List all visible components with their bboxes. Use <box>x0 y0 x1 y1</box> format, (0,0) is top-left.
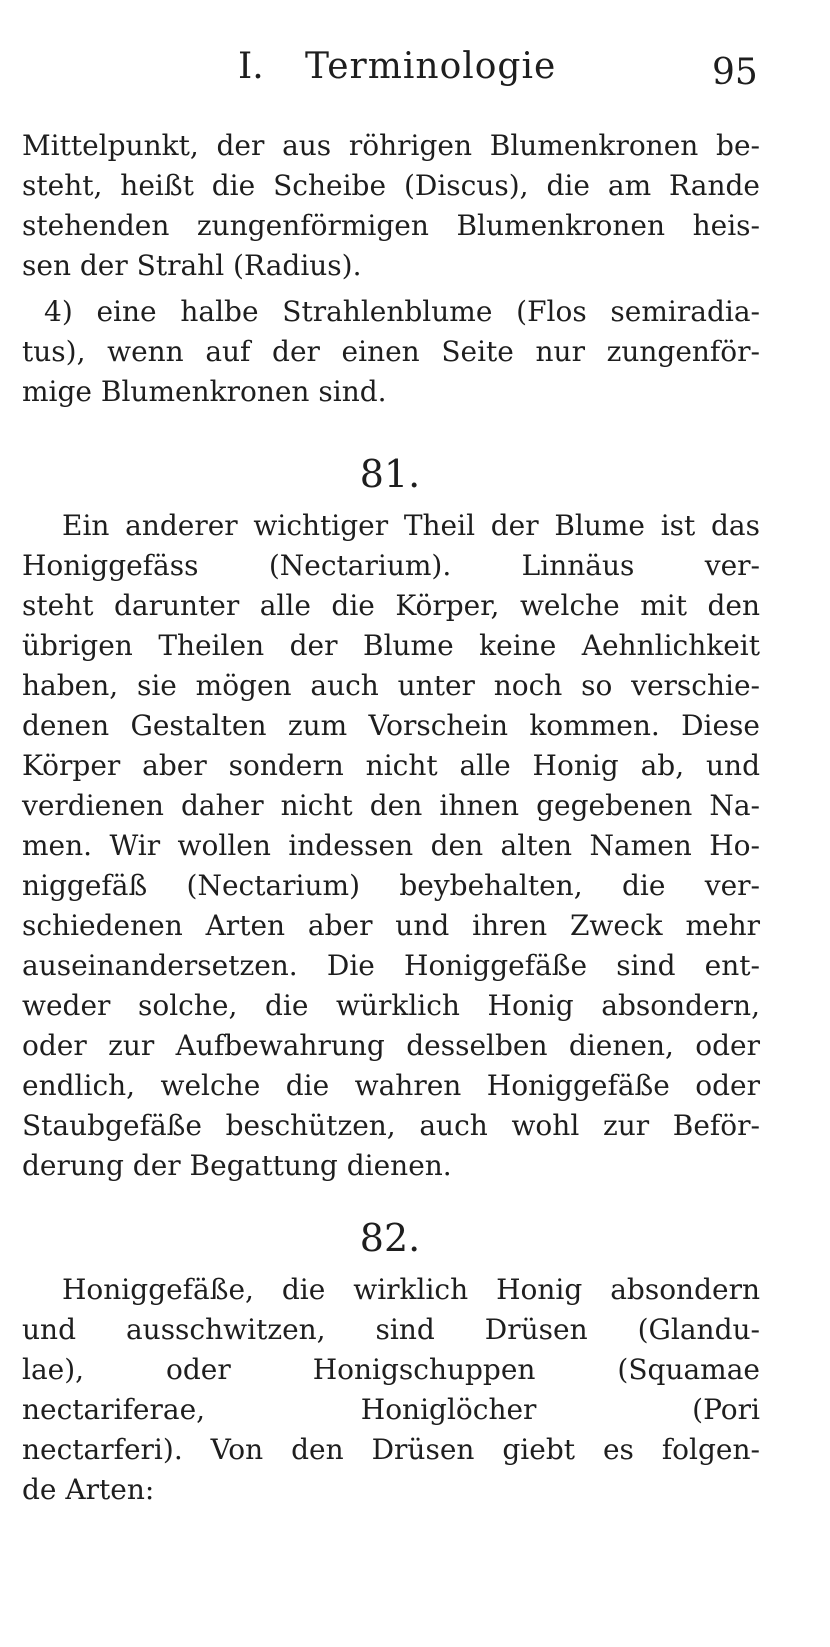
text-line: nectarferi). Von den Drüsen giebt es folgen- <box>22 1433 760 1466</box>
text-line: steht darunter alle die Körper, welche mit den <box>22 589 760 622</box>
section-number: 81. <box>359 452 421 496</box>
text-line: verdienen daher nicht den ihnen gegebenen Na- <box>22 789 760 822</box>
text-line: niggefäß (Nectarium) beybehalten, die ver- <box>22 869 760 902</box>
text-line: und ausschwitzen, sind Drüsen (Glandu- <box>22 1313 760 1346</box>
text-line: Körper aber sondern nicht alle Honig ab, und <box>22 749 760 782</box>
text-line: oder zur Aufbewahrung desselben dienen, oder <box>22 1029 760 1062</box>
running-head <box>0 46 830 96</box>
text-line: auseinandersetzen. Die Honiggefäße sind ent- <box>22 949 760 982</box>
text-line: Honiggefäße, die wirklich Honig absondern <box>62 1273 760 1306</box>
text-line: haben, sie mögen auch unter noch so verschie- <box>22 669 760 702</box>
text-line: Mittelpunkt, der aus röhrigen Blumenkronen be- <box>22 129 760 162</box>
text-line: men. Wir wollen indessen den alten Namen Ho- <box>22 829 760 862</box>
text-line: Ein anderer wichtiger Theil der Blume ist das <box>62 509 760 542</box>
text-line: Honiggefäss (Nectarium). Linnäus ver- <box>22 549 760 582</box>
text-line: stehenden zungenförmigen Blumenkronen heis- <box>22 209 760 242</box>
text-line: 4) eine halbe Strahlenblume (Flos semiradia- <box>44 295 760 328</box>
text-line: weder solche, die würklich Honig absondern, <box>22 989 760 1022</box>
chapter-number: I. <box>238 46 264 87</box>
page-number: 95 <box>712 52 758 93</box>
text-line: übrigen Theilen der Blume keine Aehnlichkeit <box>22 629 760 662</box>
text-line: de Arten: <box>22 1473 155 1506</box>
section-number: 82. <box>359 1216 421 1260</box>
text-line: endlich, welche die wahren Honiggefäße oder <box>22 1069 760 1102</box>
text-line: denen Gestalten zum Vorschein kommen. Diese <box>22 709 760 742</box>
text-line: steht, heißt die Scheibe (Discus), die am Rande <box>22 169 760 202</box>
text-line: lae), oder Honigschuppen (Squamae <box>22 1353 760 1386</box>
text-line: derung der Begattung dienen. <box>22 1149 452 1182</box>
text-line: nectariferae, Honiglöcher (Pori <box>22 1393 760 1426</box>
chapter-title: Terminologie <box>305 46 557 87</box>
text-line: schiedenen Arten aber und ihren Zweck mehr <box>22 909 760 942</box>
text-line: tus), wenn auf der einen Seite nur zungenför- <box>22 335 760 368</box>
text-line: sen der Strahl (Radius). <box>22 249 362 282</box>
text-line: Staubgefäße beschützen, auch wohl zur Beför- <box>22 1109 760 1142</box>
text-line: mige Blumenkronen sind. <box>22 375 387 408</box>
